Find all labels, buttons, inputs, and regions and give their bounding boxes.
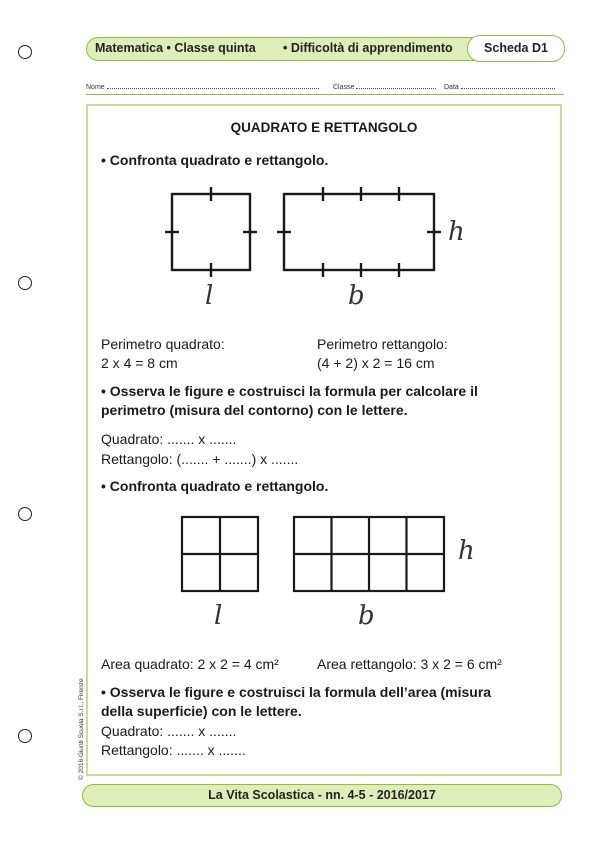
class-blank bbox=[356, 81, 436, 89]
class-label: Classe bbox=[333, 84, 355, 91]
area-rect-formula: Rettangolo: ....... x ....... bbox=[101, 742, 246, 758]
class-field bbox=[333, 81, 436, 91]
footer-bar: La Vita Scolastica - nn. 4-5 - 2016/2017 bbox=[82, 784, 562, 807]
area-square-formula: Quadrato: ....... x ....... bbox=[101, 723, 237, 739]
area-rect-text: Area rettangolo: 3 x 2 = 6 cm² bbox=[317, 656, 502, 672]
perimeter-rect-calc: (4 + 2) x 2 = 16 cm bbox=[317, 355, 435, 371]
header-subject: Matematica • Classe quinta bbox=[95, 41, 256, 55]
date-field bbox=[444, 81, 555, 91]
worksheet-title: QUADRATO E RETTANGOLO bbox=[230, 120, 418, 135]
perimeter-square-label: Perimetro quadrato: bbox=[101, 336, 225, 352]
binder-hole-1 bbox=[18, 45, 32, 59]
binder-hole-2 bbox=[18, 276, 32, 290]
sheet-badge: Scheda D1 bbox=[467, 35, 565, 62]
date-label: Data bbox=[444, 84, 459, 91]
perimeter-figures bbox=[88, 106, 564, 326]
area-rect-base-label: b bbox=[358, 601, 375, 631]
rect-base-label: b bbox=[348, 281, 365, 311]
perimeter-square-calc: 2 x 4 = 8 cm bbox=[101, 355, 178, 371]
header-topic: • Difficoltà di apprendimento bbox=[283, 41, 453, 55]
perimeter-rect-label: Perimetro rettangolo: bbox=[317, 336, 448, 352]
copyright-notice: © 2016 Giunti Scuola S.r.l., Firenze bbox=[78, 678, 85, 780]
section1-instruction: • Confronta quadrato e rettangolo. bbox=[101, 152, 329, 168]
perimeter-rectangle bbox=[284, 194, 434, 270]
section2-instruction-line1: • Osserva le figure e costruisci la formula per calcolare il bbox=[101, 383, 478, 399]
binder-hole-4 bbox=[18, 729, 32, 743]
header-bar bbox=[86, 37, 564, 61]
header-rule bbox=[86, 94, 564, 95]
name-blank bbox=[107, 81, 319, 89]
section2-instruction-line2: perimetro (misura del contorno) con le lettere. bbox=[101, 402, 408, 418]
name-label: Nome bbox=[86, 84, 105, 91]
section3-instruction: • Confronta quadrato e rettangolo. bbox=[101, 478, 329, 494]
area-rect-height-label: h bbox=[458, 536, 475, 566]
date-blank bbox=[461, 81, 555, 89]
area-square-text: Area quadrato: 2 x 2 = 4 cm² bbox=[101, 656, 279, 672]
perimeter-square-formula: Quadrato: ....... x ....... bbox=[101, 431, 237, 447]
section4-instruction-line2: della superficie) con le lettere. bbox=[101, 703, 302, 719]
name-field bbox=[86, 81, 319, 91]
section4-instruction-line1: • Osserva le figure e costruisci la formula dell’area (misura bbox=[101, 684, 492, 700]
area-figures bbox=[88, 506, 564, 646]
worksheet-card bbox=[86, 104, 562, 776]
binder-hole-3 bbox=[18, 507, 32, 521]
square-side-label: l bbox=[205, 281, 214, 311]
area-square-side-label: l bbox=[214, 601, 223, 631]
perimeter-rect-formula: Rettangolo: (....... + .......) x ....... bbox=[101, 451, 299, 467]
perimeter-square bbox=[172, 194, 250, 270]
rect-height-label: h bbox=[448, 217, 465, 247]
